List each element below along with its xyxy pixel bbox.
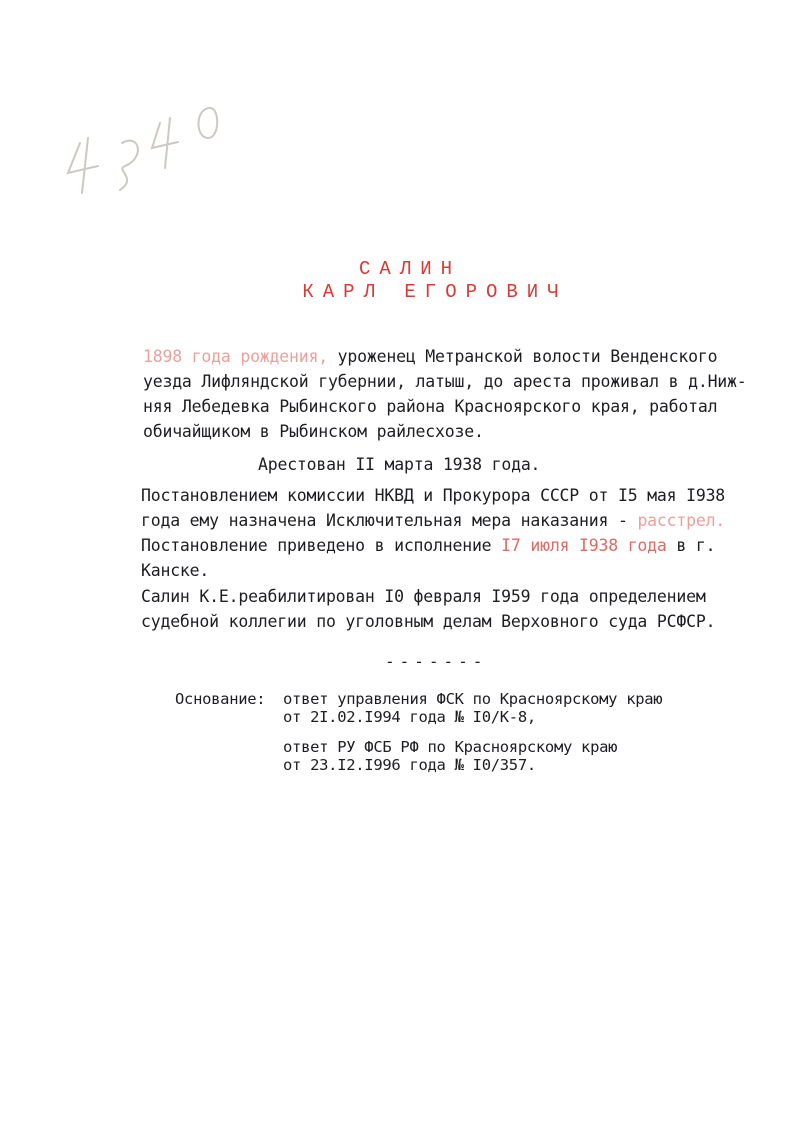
basis-section: Основание: ответ управления ФСК по Красноярскому краю от 2I.02.I994 года № I0/К-8, ответ РУ ФСБ РФ по Красноярскому краю от 23.I2.I996 года № I0/357.: [175, 690, 663, 774]
execution-date-text: I7 июля I938 года: [501, 536, 667, 555]
pencil-handwritten-number: [60, 98, 230, 198]
rehabilitation-paragraph: Салин К.Е.реабилитирован I0 февраля I959 года определением судебной коллегии по уголовным делам Верховного суда РСФСР.: [141, 587, 716, 631]
sentence-paragraph: Постановлением комиссии НКВД и Прокурора СССР от I5 мая I938 года ему назначена Исключительная мера наказания - расстрел. Постановление приведено в исполнение I7 июля I938 года в г. Канске.: [141, 486, 726, 580]
arrest-line: Арестован II марта 1938 года.: [258, 455, 541, 474]
basis-label: Основание:: [175, 690, 266, 708]
sentence-text: расстрел.: [637, 511, 726, 530]
section-divider: -------: [385, 652, 488, 671]
birth-year-text: 1898 года рождения,: [143, 347, 328, 366]
surname-heading: САЛИН: [358, 258, 461, 280]
biography-paragraph: 1898 года рождения, уроженец Метранской волости Венденского уезда Лифляндской губернии, латыш, до ареста проживал в д.Ниж- няя Лебедевка Рыбинского района Красноярского края, работал обичайщиком в Рыбинском райлесхозе.: [143, 347, 747, 441]
given-names-heading: КАРЛ ЕГОРОВИЧ: [302, 281, 568, 303]
